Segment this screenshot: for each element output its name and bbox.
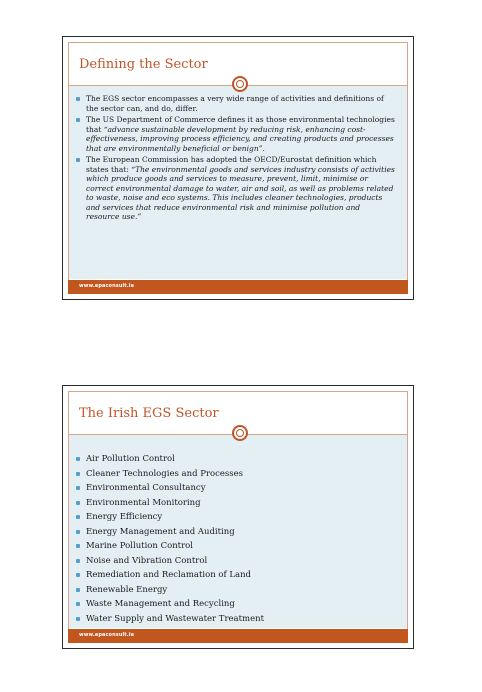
footer-url: www.epaconsult.ie [79, 632, 135, 638]
bullet-text: The European Commission has adopted the OECD/Eurostat definition which states that: [86, 155, 377, 174]
bullet-quote: “advance sustainable development by reducing risk, enhancing cost-effectiveness, improving process efficiency, and creating products and processes that are environmentally beneficial or benign” [86, 124, 394, 153]
footer-url: www.epaconsult.ie [79, 283, 135, 289]
list-item: Marine Pollution Control [76, 539, 395, 554]
list-item: Water Supply and Wastewater Treatment [76, 612, 395, 627]
slide-defining-the-sector [62, 36, 414, 300]
slide-footer [68, 629, 408, 643]
slide-footer [68, 280, 408, 294]
bullet-tail: . [262, 143, 265, 153]
bullet-list [76, 94, 395, 224]
list-item: Cleaner Technologies and Processes [76, 467, 395, 482]
list-item: Environmental Consultancy [76, 481, 395, 496]
bullet-item [76, 155, 395, 222]
bullet-quote: “The environmental goods and services industry consists of activities which produce goods and services to measure, prevent, limit, minimise or correct environmental damage to water, air and soil, as well as problems related to waste, noise and eco systems. This includes cleaner technologies, products and services that reduce environmental risk and minimise pollution and resource use.” [86, 164, 395, 221]
slide-title: The Irish EGS Sector [79, 406, 219, 421]
bullet-item [76, 115, 395, 153]
bullet-list [76, 452, 395, 626]
list-item: Energy Management and Auditing [76, 525, 395, 540]
circle-ornament-icon [232, 76, 248, 92]
list-item: Environmental Monitoring [76, 496, 395, 511]
list-item: Remediation and Reclamation of Land [76, 568, 395, 583]
bullet-text: The EGS sector encompasses a very wide range of activities and definitions of the sector can, and do, differ. [86, 94, 384, 113]
list-item: Noise and Vibration Control [76, 554, 395, 569]
list-item: Waste Management and Recycling [76, 597, 395, 612]
list-item: Energy Efficiency [76, 510, 395, 525]
bullet-item [76, 94, 395, 113]
slide-frame [68, 391, 408, 643]
list-item: Air Pollution Control [76, 452, 395, 467]
slide-frame [68, 42, 408, 294]
list-item: Renewable Energy [76, 583, 395, 598]
slide-irish-egs-sector [62, 385, 414, 649]
slide-title: Defining the Sector [79, 57, 208, 72]
circle-ornament-icon [232, 425, 248, 441]
bullet-text: The US Department of Commerce defines it as those environmental technologies that [86, 115, 395, 134]
